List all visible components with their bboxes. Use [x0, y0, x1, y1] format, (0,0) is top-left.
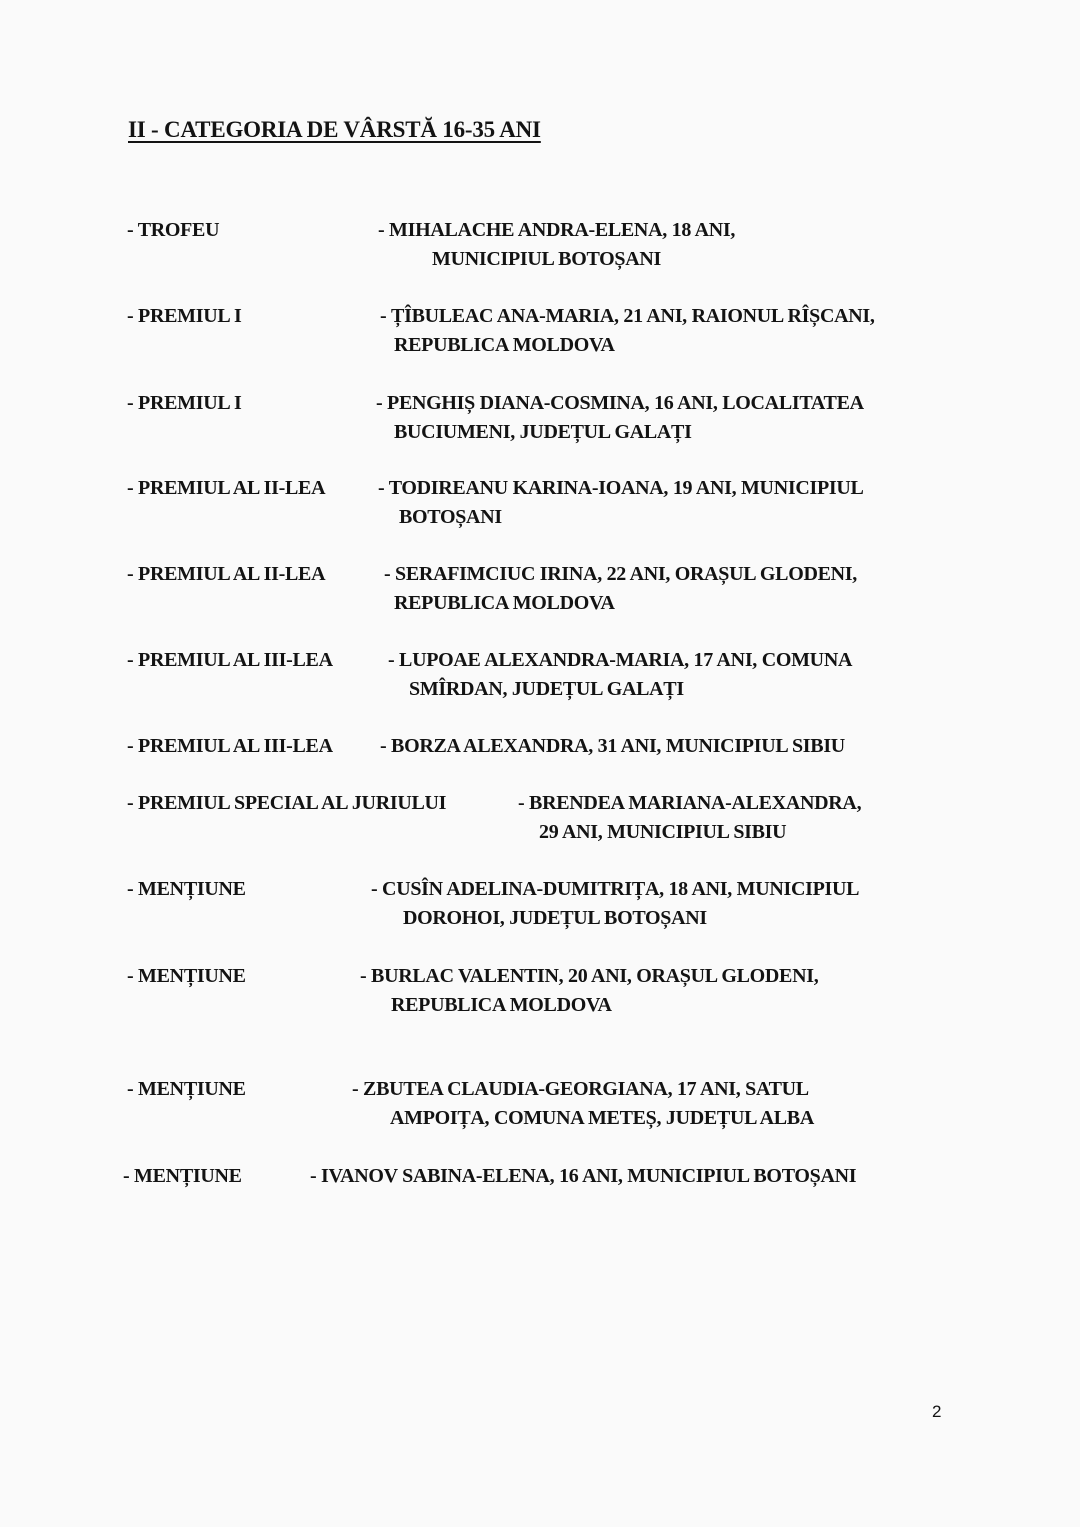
award-winner-line1: - BURLAC VALENTIN, 20 ANI, ORAȘUL GLODENI, [360, 965, 819, 987]
award-label: - MENȚIUNE [127, 965, 246, 987]
award-winner [378, 216, 735, 274]
award-winner [384, 560, 857, 618]
award-winner-line2: MUNICIPIUL BOTOȘANI [432, 248, 661, 270]
award-winner-line2: REPUBLICA MOLDOVA [394, 592, 615, 614]
award-winner-line1: - BORZA ALEXANDRA, 31 ANI, MUNICIPIUL SIBIU [380, 735, 845, 757]
award-winner [371, 875, 859, 933]
award-winner-line2: DOROHOI, JUDEȚUL BOTOȘANI [403, 907, 707, 929]
section-heading: II - CATEGORIA DE VÂRSTĂ 16-35 ANI [128, 117, 541, 142]
award-label: - PREMIUL AL III-LEA [127, 735, 333, 757]
award-winner-line1: - PENGHIȘ DIANA-COSMINA, 16 ANI, LOCALITATEA [376, 392, 864, 414]
award-winner-line2: BUCIUMENI, JUDEȚUL GALAȚI [394, 421, 692, 443]
award-winner-line1: - CUSÎN ADELINA-DUMITRIȚA, 18 ANI, MUNICIPIUL [371, 878, 860, 900]
award-label: - PREMIUL SPECIAL AL JURIULUI [127, 792, 447, 814]
award-winner-line2: 29 ANI, MUNICIPIUL SIBIU [539, 821, 787, 843]
award-winner-line2: AMPOIȚA, COMUNA METEȘ, JUDEȚUL ALBA [390, 1107, 814, 1129]
award-label: - PREMIUL AL III-LEA [127, 649, 333, 671]
award-winner [376, 389, 864, 447]
award-winner [310, 1162, 856, 1191]
award-winner-line2: REPUBLICA MOLDOVA [391, 994, 612, 1016]
award-label: - PREMIUL AL II-LEA [127, 477, 326, 499]
award-label: - MENȚIUNE [127, 878, 246, 900]
award-winner-line1: - ȚÎBULEAC ANA-MARIA, 21 ANI, RAIONUL RÎȘCANI, [380, 305, 875, 327]
award-label: - PREMIUL I [127, 392, 242, 414]
award-label: - MENȚIUNE [127, 1078, 246, 1100]
award-winner-line1: - ZBUTEA CLAUDIA-GEORGIANA, 17 ANI, SATUL [352, 1078, 809, 1100]
award-winner [378, 474, 864, 532]
page-number: 2 [932, 1402, 942, 1421]
award-winner [518, 789, 861, 847]
award-winner [360, 962, 818, 1020]
award-label: - TROFEU [127, 219, 220, 241]
award-winner-line1: - TODIREANU KARINA-IOANA, 19 ANI, MUNICIPIUL [378, 477, 864, 499]
award-winner-line1: - BRENDEA MARIANA-ALEXANDRA, [518, 792, 862, 814]
award-winner-line2: BOTOȘANI [399, 506, 502, 528]
award-winner [388, 646, 852, 704]
award-winner-line2: SMÎRDAN, JUDEȚUL GALAȚI [409, 678, 684, 700]
award-winner-line1: - IVANOV SABINA-ELENA, 16 ANI, MUNICIPIUL BOTOȘANI [310, 1165, 857, 1187]
award-winner [380, 732, 845, 761]
award-winner-line1: - SERAFIMCIUC IRINA, 22 ANI, ORAȘUL GLODENI, [384, 563, 857, 585]
award-label: - PREMIUL I [127, 305, 242, 327]
award-winner [380, 302, 875, 360]
award-winner-line1: - LUPOAE ALEXANDRA-MARIA, 17 ANI, COMUNA [388, 649, 853, 671]
award-label: - PREMIUL AL II-LEA [127, 563, 326, 585]
award-label: - MENȚIUNE [123, 1165, 242, 1187]
award-winner-line1: - MIHALACHE ANDRA-ELENA, 18 ANI, [378, 219, 736, 241]
award-winner [352, 1075, 814, 1133]
award-winner-line2: REPUBLICA MOLDOVA [394, 334, 615, 356]
